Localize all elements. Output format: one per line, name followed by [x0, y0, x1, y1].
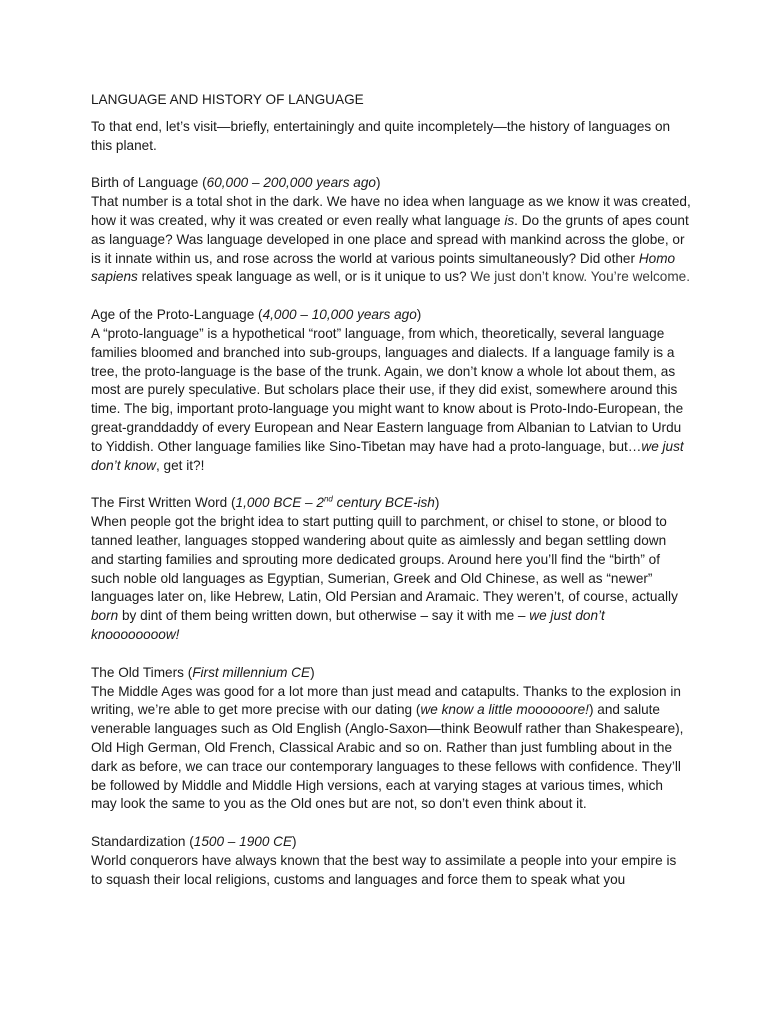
- section-standardization: [91, 833, 691, 889]
- section-heading: The Old Timers (First millennium CE): [91, 664, 315, 680]
- date-range: 1,000 BCE – 2nd century BCE-ish: [235, 494, 435, 511]
- date-range: 4,000 – 10,000 years ago: [262, 307, 417, 323]
- section-heading: Birth of Language (60,000 – 200,000 years ago): [91, 175, 381, 191]
- section-heading: Age of the Proto-Language (4,000 – 10,000 years ago): [91, 307, 422, 323]
- body-text: ) and salute venerable languages such as Old English (Anglo-Saxon—think Beowulf rather than Shakespeare), Old High German, Old French, Classical Arabic and so on. Rather than just fumbling about in the dark as before, we can trace our contemporary languages to these fellows with confidence. They’ll be followed by Middle and Middle High versions, each at varying stages at various times, which may look the same to you as the Old ones but are not, so don’t even think about it.: [91, 702, 684, 812]
- document-title: LANGUAGE AND HISTORY OF LANGUAGE: [91, 92, 364, 107]
- emphasis-text: we just don’t knoooooooow!: [91, 608, 605, 642]
- section-old-timers: [91, 664, 691, 814]
- section-body: [91, 683, 691, 815]
- body-text: . Do the grunts of apes count as language? Was language developed in one place and spread with mankind across the globe, or is it innate within us, and rose across the world at various points simultaneously? Did other: [91, 212, 689, 266]
- document-page: [91, 91, 691, 908]
- section-first-written-word: [91, 494, 691, 644]
- body-text: , get it?!: [156, 457, 205, 473]
- body-text: A “proto-language” is a hypothetical “root” language, from which, theoretically, several language families bloomed and branched into sub-groups, languages and dialects. If a language family is a tree, the proto-language is the base of the trunk. Again, we don’t know a whole lot about them, as most are purely speculative. But scholars place their use, if they did exist, somewhere around this time. The big, important proto-language you might want to know about is Proto-Indo-European, the great-granddaddy of every European and Near Eastern language from Albanian to Latvian to Urdu to Yiddish. Other language families like Sino-Tibetan may have had a proto-language, but…: [91, 325, 684, 454]
- date-range: 1500 – 1900 CE: [193, 834, 293, 850]
- date-range: First millennium CE: [192, 664, 311, 680]
- section-body: [91, 513, 691, 645]
- emphasis-text: Homo sapiens: [91, 250, 676, 285]
- section-heading: Standardization (1500 – 1900 CE): [91, 834, 297, 850]
- body-text: The Middle Ages was good for a lot more than just mead and catapults. Thanks to the explosion in writing, we’re able to get more precise with our dating (: [91, 683, 681, 718]
- body-text: World conquerors have always known that the best way to assimilate a people into your empire is to squash their local religions, customs and languages and force them to speak what you: [91, 852, 677, 887]
- body-text: by dint of them being written down, but otherwise – say it with me –: [118, 608, 530, 624]
- date-range: 60,000 – 200,000 years ago: [206, 175, 376, 191]
- emphasis-text: we know a little moooooore!: [420, 702, 589, 718]
- section-proto-language: [91, 306, 691, 475]
- section-birth-of-language: [91, 174, 691, 287]
- section-body: [91, 325, 691, 475]
- emphasis-text: we just don’t know: [91, 438, 684, 473]
- intro-paragraph: To that end, let’s visit—briefly, entertainingly and quite incompletely—the history of languages on this planet.: [91, 118, 671, 153]
- section-body: [91, 193, 691, 287]
- body-text: When people got the bright idea to start putting quill to parchment, or chisel to stone, or blood to tanned leather, languages stopped wandering about quite as aimlessly and began settling down and starting families and sprouting more dedicated groups. Around here you’ll find the “birth” of such noble old languages as Egyptian, Sumerian, Greek and Old Chinese, as well as “newer” languages later on, like Hebrew, Latin, Old Persian and Aramaic. They weren’t, of course, actually: [91, 514, 678, 605]
- section-heading: The First Written Word (1,000 BCE – 2nd century BCE-ish): [91, 494, 440, 511]
- body-text: relatives speak language as well, or is it unique to us?: [137, 269, 471, 285]
- emphasis-text: is: [504, 212, 515, 228]
- body-text: We just don’t know. You’re welcome.: [470, 269, 690, 285]
- body-text: That number is a total shot in the dark. We have no idea when language as we know it was created, how it was created, why it was created or even really what language: [91, 194, 691, 228]
- section-body: [91, 852, 691, 890]
- emphasis-text: born: [91, 608, 119, 624]
